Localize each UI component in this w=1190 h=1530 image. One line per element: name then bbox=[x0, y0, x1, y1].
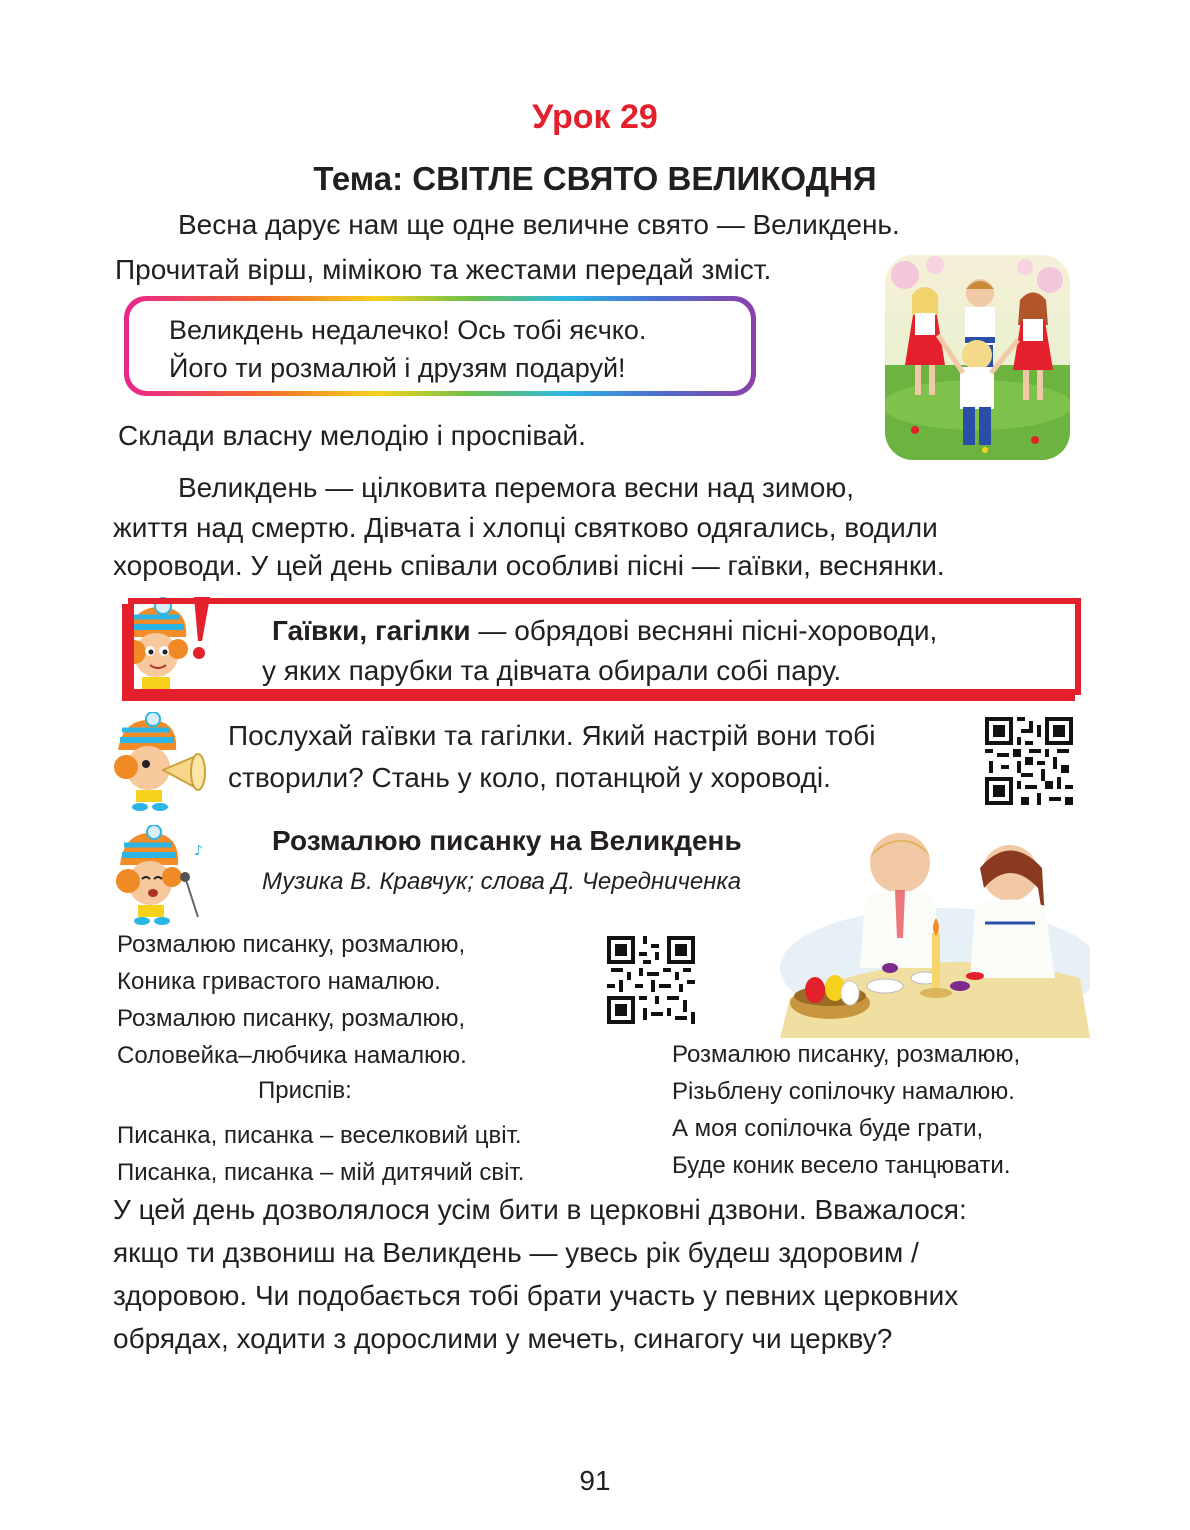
definition-text: — обрядові весняні пісні-хороводи, bbox=[470, 615, 938, 646]
verse-1-line-4: Соловейка–любчика намалюю. bbox=[117, 1042, 467, 1069]
listen-task-line-2: створили? Стань у коло, потанцюй у хороводі. bbox=[228, 762, 831, 793]
lesson-topic: Тема: СВІТЛЕ СВЯТО ВЕЛИКОДНЯ bbox=[313, 160, 877, 197]
final-paragraph-line-4: обрядах, ходити з дорослими у мечеть, синагогу чи церкву? bbox=[113, 1323, 893, 1354]
song-title: Розмалюю писанку на Великдень bbox=[272, 825, 742, 856]
poem-frame bbox=[124, 296, 756, 396]
mascot-singing-icon bbox=[108, 825, 218, 925]
verse-1-line-3: Розмалюю писанку, розмалюю, bbox=[117, 1005, 466, 1032]
final-paragraph-line-1: У цей день дозволялося усім бити в церковні дзвони. Вважалося: bbox=[113, 1194, 967, 1225]
paragraph-line-2: життя над смертю. Дівчата і хлопці святково одягались, водили bbox=[113, 512, 938, 543]
chorus-line-2: Писанка, писанка – мій дитячий світ. bbox=[117, 1159, 525, 1186]
compose-melody-task: Склади власну мелодію і проспівай. bbox=[118, 420, 586, 451]
mascot-trumpet-icon bbox=[108, 712, 218, 812]
chorus-label: Приспів: bbox=[258, 1077, 352, 1104]
verse-2-line-2: Різьблену сопілочку намалюю. bbox=[672, 1078, 1015, 1105]
final-paragraph-line-3: здоровою. Чи подобається тобі брати участь у певних церковних bbox=[113, 1280, 959, 1311]
paragraph-line-3: хороводи. У цей день співали особливі пісні — гаївки, веснянки. bbox=[113, 550, 945, 581]
verse-2-line-1: Розмалюю писанку, розмалюю, bbox=[672, 1041, 1021, 1068]
lesson-number: Урок 29 bbox=[532, 98, 658, 136]
chorus-line-1: Писанка, писанка – веселковий цвіт. bbox=[117, 1122, 522, 1149]
definition-term: Гаївки, гагілки bbox=[272, 615, 471, 646]
listen-task-line-1: Послухай гаївки та гагілки. Який настрій вони тобі bbox=[228, 720, 876, 751]
verse-1-line-2: Коника гривастого намалюю. bbox=[117, 968, 441, 995]
poem-line-2: Його ти розмалюй і друзям подаруй! bbox=[169, 353, 626, 383]
poem-line-1: Великдень недалечко! Ось тобі яєчко. bbox=[169, 315, 647, 345]
poem-text-area bbox=[129, 301, 751, 391]
definition-line-1 bbox=[272, 614, 937, 648]
qr-code-icon[interactable] bbox=[985, 717, 1073, 805]
verse-1-line-1: Розмалюю писанку, розмалюю, bbox=[117, 931, 466, 958]
qr-code-icon[interactable] bbox=[606, 936, 696, 1024]
verse-2-line-3: А моя сопілочка буде грати, bbox=[672, 1115, 984, 1142]
verse-2-line-4: Буде коник весело танцювати. bbox=[672, 1152, 1011, 1179]
song-chorus bbox=[117, 1118, 524, 1192]
final-paragraph-line-2: якщо ти дзвониш на Великдень — увесь рік будеш здоровим / bbox=[113, 1237, 919, 1268]
intro-line-1: Весна дарує нам ще одне величне свято — Великдень. bbox=[178, 209, 900, 240]
song-verse-2 bbox=[672, 1037, 1020, 1185]
svg-text:♪: ♪ bbox=[194, 843, 203, 859]
song-verse-1 bbox=[117, 927, 467, 1075]
paragraph-line-1: Великдень — цілковита перемога весни над зимою, bbox=[178, 472, 855, 503]
children-painting-eggs-illustration bbox=[770, 828, 1090, 1038]
definition-line-2: у яких парубки та дівчата обирали собі пару. bbox=[262, 655, 842, 686]
children-dancing-illustration bbox=[885, 255, 1070, 460]
intro-line-2: Прочитай вірш, мімікою та жестами передай зміст. bbox=[115, 254, 772, 285]
page-number: 91 bbox=[579, 1465, 611, 1496]
song-credit: Музика В. Кравчук; слова Д. Чередниченка bbox=[262, 868, 742, 895]
